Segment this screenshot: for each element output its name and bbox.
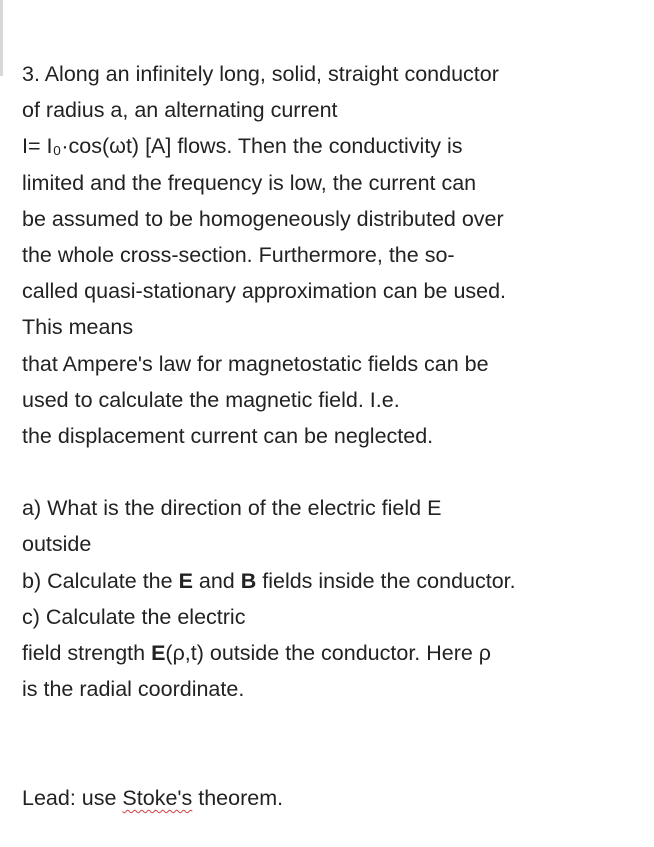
question-a-line: outside <box>22 532 92 557</box>
e-field-symbol: E <box>151 641 166 665</box>
hint-line <box>22 780 642 816</box>
question-b-text: b) Calculate the <box>22 568 179 593</box>
question-a-line: a) What is the direction of the electric field E <box>22 496 442 521</box>
statement-line: of radius a, an alternating current <box>22 98 338 123</box>
statement-line: the displacement current can be neglected. <box>22 423 434 448</box>
statement-line: limited and the frequency is low, the current can <box>22 170 477 195</box>
statement-line: 3. Along an infinitely long, solid, straight conductor <box>22 62 499 86</box>
problem-document <box>22 56 642 816</box>
paragraph-gap <box>22 454 642 490</box>
statement-line: that Ampere's law for magnetostatic fields can be <box>22 351 489 376</box>
question-c-text: field strength <box>22 641 152 665</box>
statement-line: the whole cross-section. Furthermore, the so- <box>22 242 455 267</box>
question-b-text: fields inside the conductor. <box>256 568 516 593</box>
statement-line: This means <box>22 315 134 340</box>
b-field-symbol: B <box>240 568 257 593</box>
e-field-symbol: E <box>178 568 193 593</box>
question-c-text: (ρ,t) outside the conductor. Here ρ <box>165 641 492 665</box>
spellcheck-flagged-word: Stoke's <box>122 785 193 810</box>
question-b-text: and <box>192 568 241 593</box>
question-list <box>22 490 642 707</box>
statement-line: used to calculate the magnetic field. I.e. <box>22 387 400 412</box>
problem-statement <box>22 56 642 454</box>
statement-line: I= I₀·cos(ωt) [A] flows. Then the conductivity is <box>22 134 463 159</box>
statement-line: called quasi-stationary approximation can be used. <box>22 279 507 304</box>
statement-line: be assumed to be homogeneously distributed over <box>22 206 504 231</box>
paragraph-gap <box>22 744 642 780</box>
hint-text: theorem. <box>192 785 284 810</box>
paragraph-gap <box>22 707 642 743</box>
question-b-line <box>22 563 642 599</box>
hint-text: Lead: use <box>22 785 123 810</box>
question-c-line: is the radial coordinate. <box>22 677 245 702</box>
page-edge-divider <box>0 0 3 76</box>
question-c-line: c) Calculate the electric <box>22 604 246 629</box>
question-c-line <box>22 635 642 671</box>
